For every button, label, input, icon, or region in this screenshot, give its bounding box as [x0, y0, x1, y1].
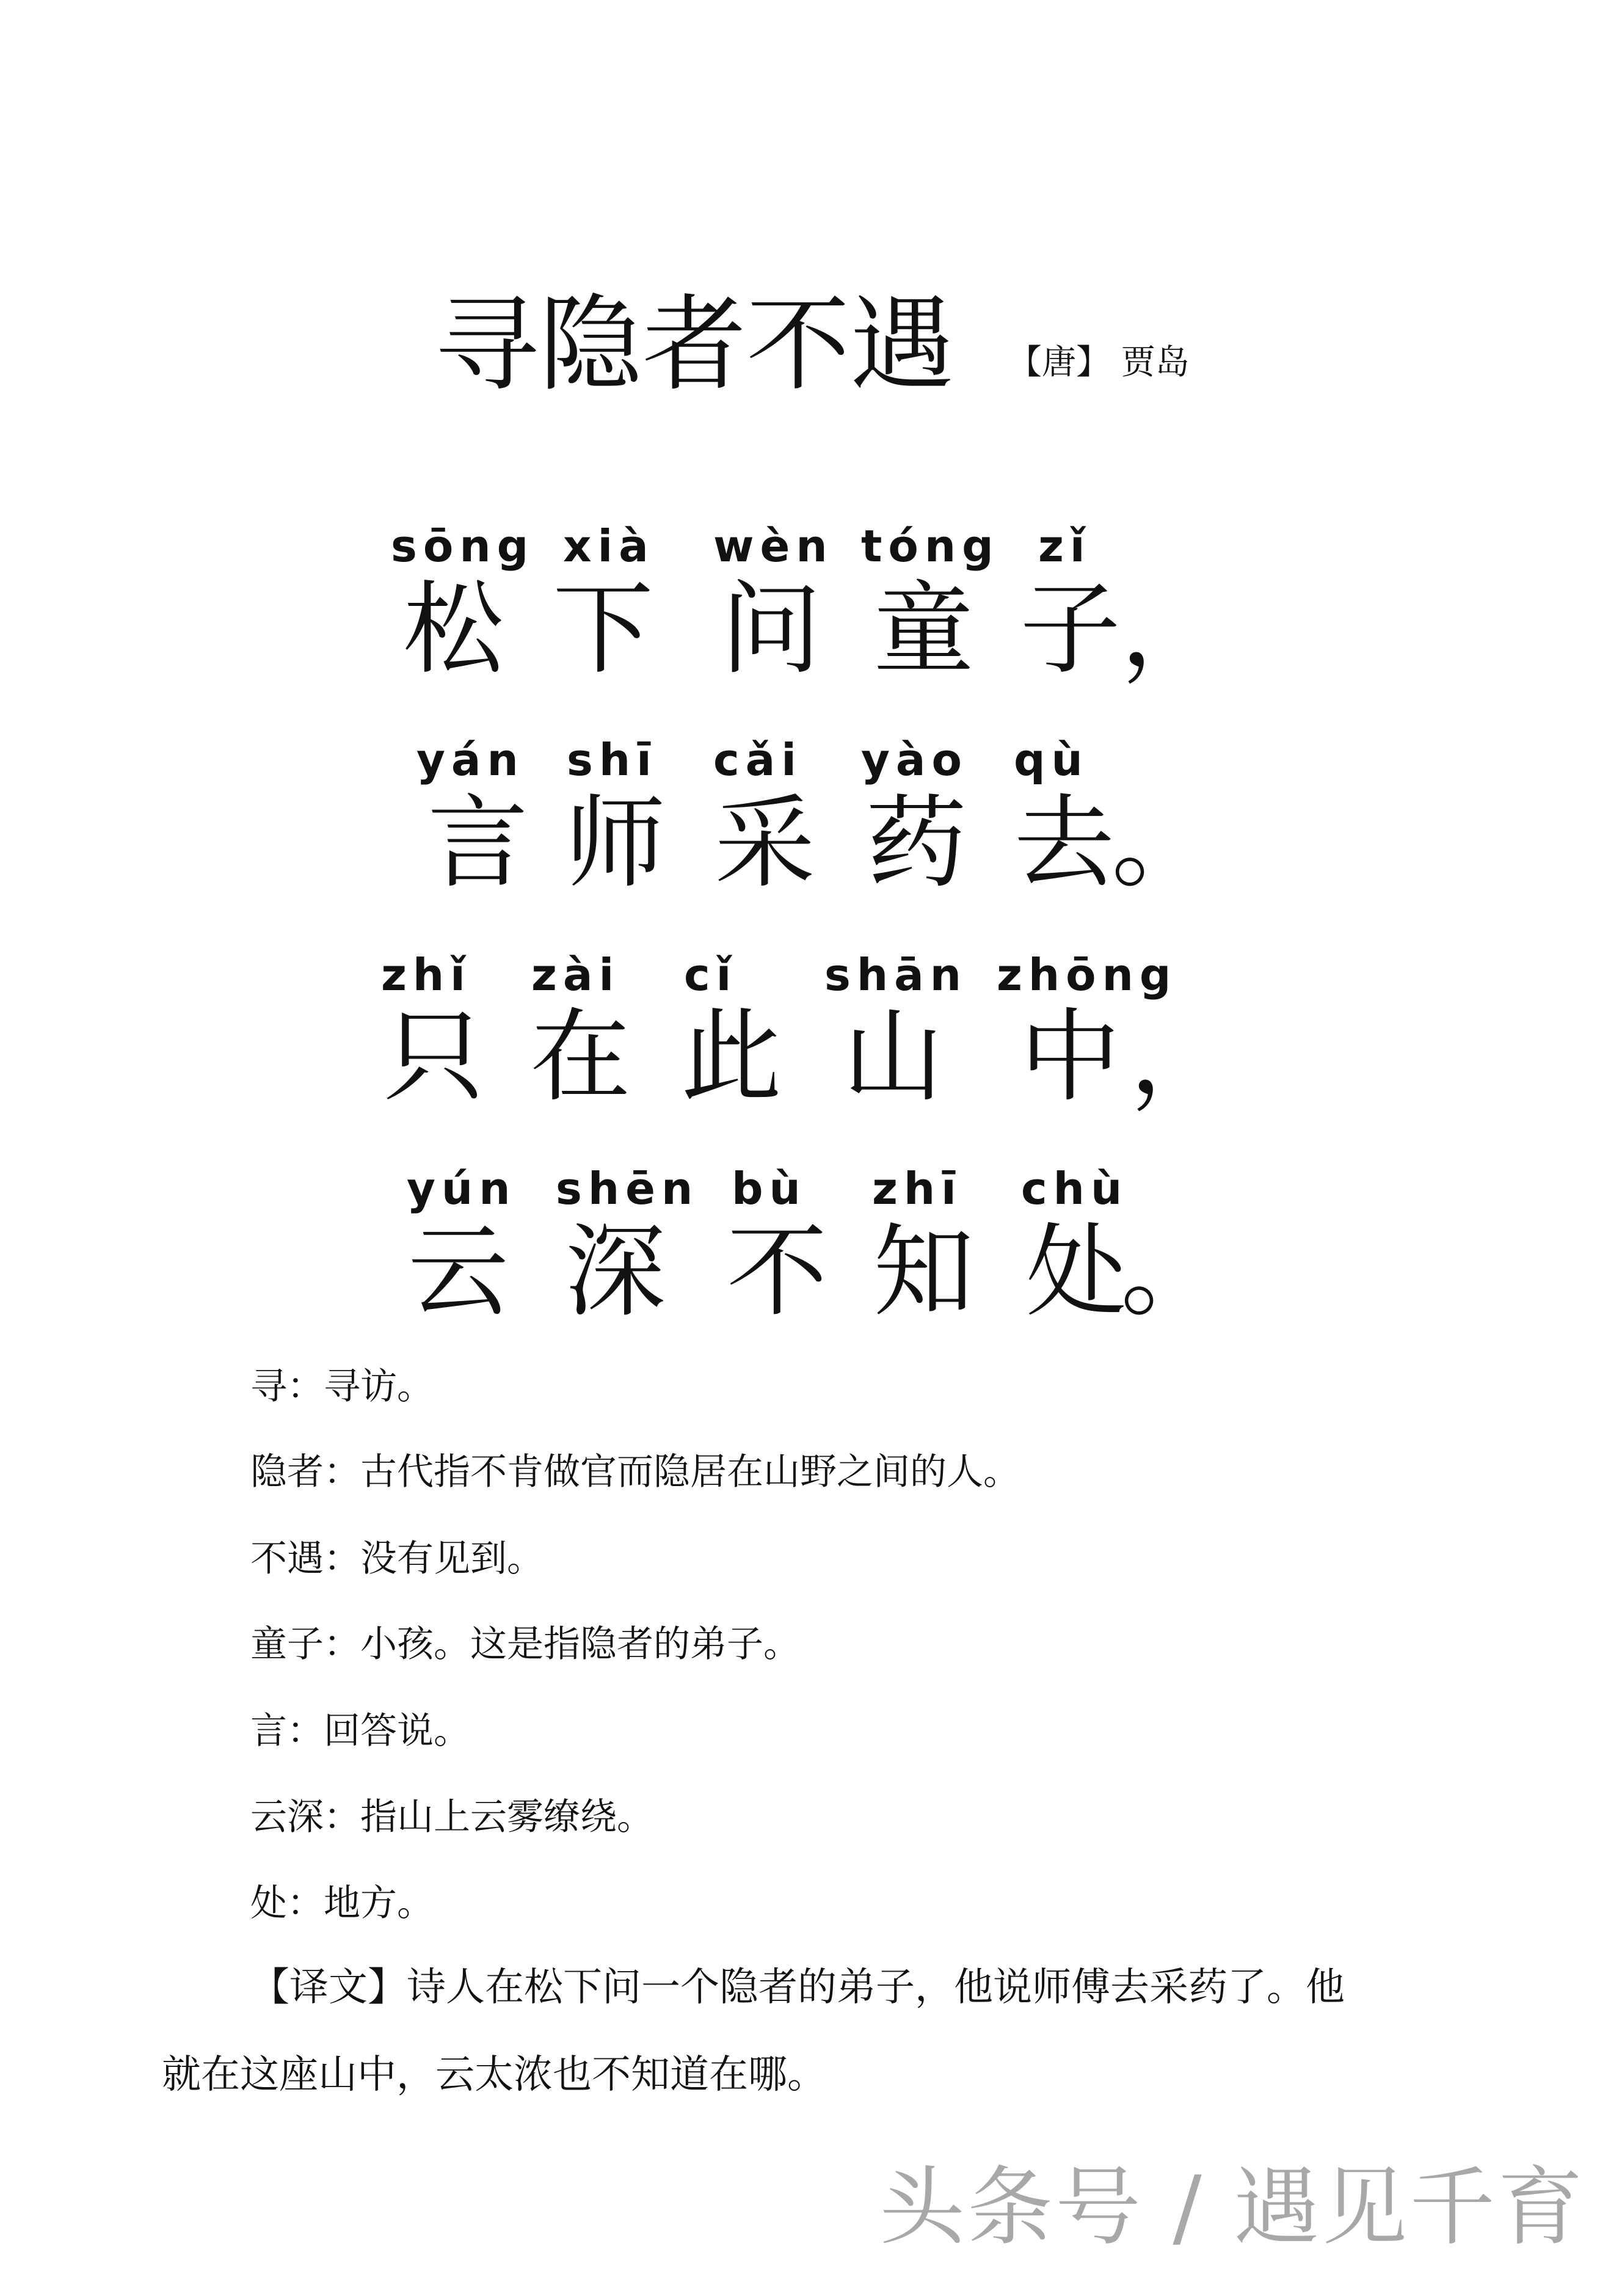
pinyin: yán — [416, 734, 525, 785]
note-line: 隐者：古代指不肯做官而隐居在山野之间的人。 — [250, 1451, 1020, 1493]
translation-line: 就在这座山中，云太浓也不知道在哪。 — [162, 2052, 826, 2097]
pinyin: zhōng — [997, 949, 1177, 1000]
poem-punct: ， — [1130, 998, 1231, 1115]
pinyin: yào — [861, 734, 968, 785]
pinyin: zài — [531, 949, 620, 1000]
note-line: 寻：寻访。 — [250, 1365, 434, 1408]
pinyin: zhī — [872, 1163, 962, 1214]
poem-char: 松 — [403, 570, 504, 688]
poem-punct: 。 — [1121, 1213, 1221, 1330]
pinyin: shān — [824, 949, 967, 1000]
pinyin: shēn — [556, 1163, 699, 1214]
pinyin: zhǐ — [381, 949, 471, 1000]
pinyin: sōng — [391, 520, 535, 572]
poem-char: 不 — [727, 1213, 827, 1330]
poem-char: 言 — [427, 784, 528, 902]
poem-char: 中 — [1020, 998, 1121, 1115]
poem-char: 知 — [873, 1213, 974, 1330]
pinyin: yún — [407, 1163, 517, 1214]
poem-punct: 。 — [1111, 784, 1212, 902]
poem-char: 采 — [715, 784, 815, 902]
pinyin: cǎi — [713, 734, 802, 785]
poem-char: 童 — [873, 570, 974, 688]
pinyin: zǐ — [1038, 520, 1091, 572]
poem-char: 去 — [1014, 784, 1115, 902]
translation-line: 【译文】诗人在松下问一个隐者的弟子，他说师傅去采药了。他 — [250, 1965, 1345, 2010]
poem-title: 寻隐者不遇 — [435, 285, 955, 406]
poem-char: 深 — [565, 1213, 666, 1330]
watermark: 头条号 / 遇见千育 — [879, 2158, 1586, 2258]
pinyin: cǐ — [684, 949, 738, 1000]
note-line: 童子：小孩。这是指隐者的弟子。 — [250, 1623, 800, 1666]
poem-char: 云 — [408, 1213, 509, 1330]
poem-punct: ， — [1121, 570, 1221, 688]
note-line: 不遇：没有见到。 — [250, 1537, 544, 1580]
poem-char: 药 — [866, 784, 967, 902]
pinyin: wèn — [713, 520, 834, 572]
poem-char: 只 — [384, 998, 484, 1115]
pinyin: chù — [1021, 1163, 1129, 1214]
pinyin: xià — [563, 520, 655, 572]
poem-char: 处 — [1026, 1213, 1127, 1330]
poem-char: 山 — [843, 998, 944, 1115]
poem-author: 【唐】 贾岛 — [1008, 343, 1190, 382]
pinyin: qù — [1014, 734, 1089, 785]
pinyin: tóng — [861, 520, 1000, 572]
poem-char: 问 — [721, 570, 821, 688]
note-line: 处：地方。 — [250, 1882, 434, 1925]
poem-char: 师 — [565, 784, 666, 902]
poem-char: 此 — [681, 998, 782, 1115]
poem-char: 子 — [1020, 570, 1121, 688]
pinyin: bù — [732, 1163, 807, 1214]
poem-char: 下 — [553, 570, 653, 688]
pinyin: shī — [567, 734, 658, 785]
note-line: 言：回答说。 — [250, 1710, 470, 1752]
poem-char: 在 — [530, 998, 631, 1115]
note-line: 云深：指山上云雾缭绕。 — [250, 1796, 653, 1839]
